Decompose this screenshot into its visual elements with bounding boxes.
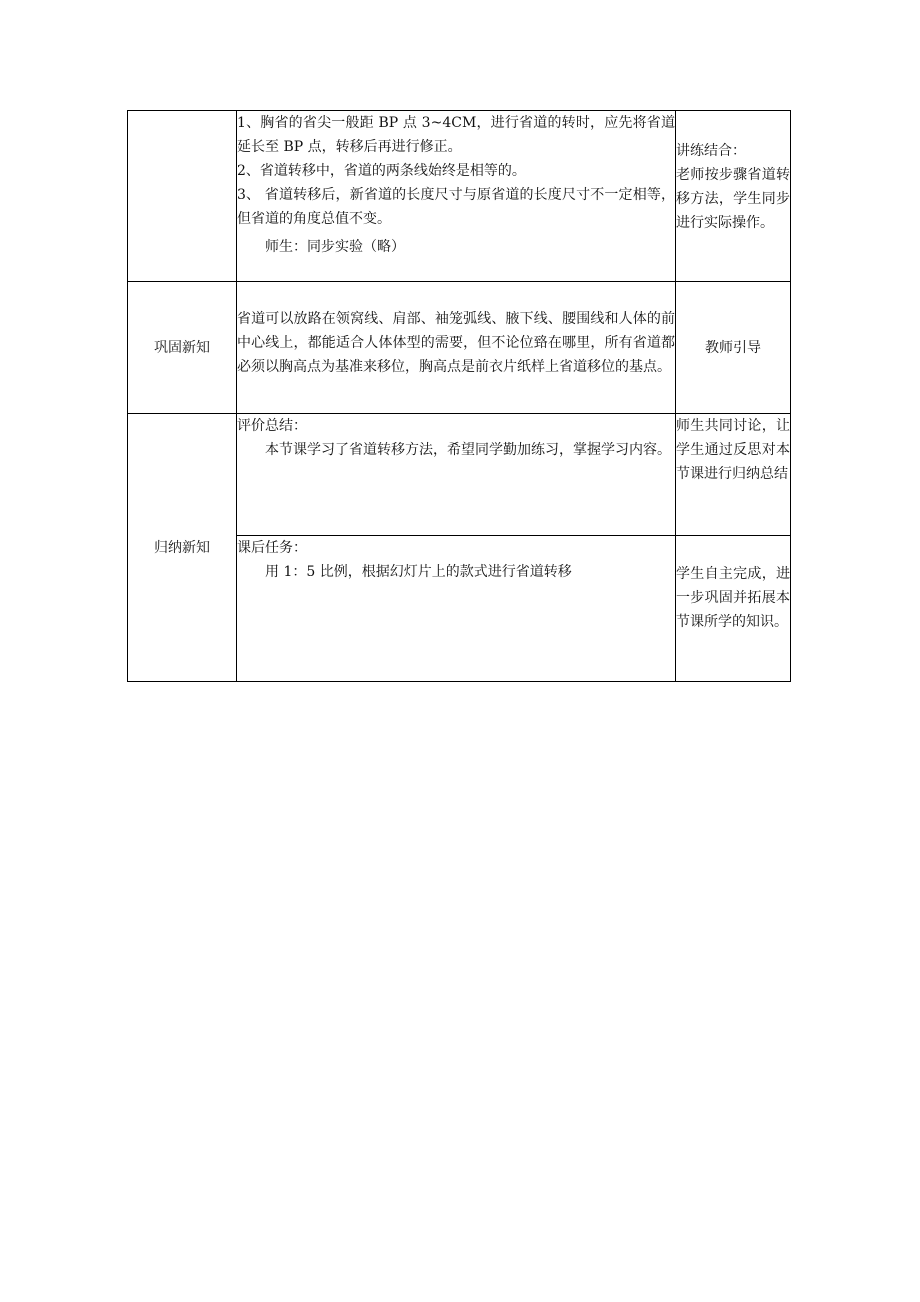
practice-line-1: 1、胸省的省尖一般距 BP 点 3~4CM，进行省道的转时，应先将省道延长至 BP 点，转移后再进行修正。 xyxy=(237,115,675,155)
lesson-plan-table xyxy=(127,110,791,682)
note-cell-practice xyxy=(676,111,791,282)
note-text: 师生共同讨论，让学生通过反思对本节课进行归纳总结 xyxy=(676,418,790,482)
table-row-consolidate xyxy=(128,282,791,414)
note-text: 学生自主完成，进一步巩固并拓展本节课所学的知识。 xyxy=(676,566,790,630)
evaluation-title: 评价总结： xyxy=(237,418,307,434)
note-title: 讲练结合： xyxy=(676,143,746,159)
section-label: 归纳新知 xyxy=(154,539,210,556)
practice-line-4: 师生：同步实验（略） xyxy=(265,239,405,255)
practice-line-3: 3、 省道转移后，新省道的长度尺寸与原省道的长度尺寸不一定相等，但省道的角度总值不变。 xyxy=(237,187,675,227)
practice-line-2: 2、省道转移中，省道的两条线始终是相等的。 xyxy=(237,163,526,179)
content-cell-evaluation xyxy=(237,414,676,536)
section-cell-consolidate xyxy=(128,282,237,414)
content-cell-consolidate xyxy=(237,282,676,414)
note-cell-evaluation xyxy=(676,414,791,536)
note-body: 老师按步骤省道转移方法，学生同步进行实际操作。 xyxy=(676,167,790,231)
table-row-evaluation xyxy=(128,414,791,536)
content-cell-practice xyxy=(237,111,676,282)
content-cell-homework xyxy=(237,536,676,682)
evaluation-body: 本节课学习了省道转移方法，希望同学勤加练习，掌握学习内容。 xyxy=(265,442,671,458)
table-row-practice xyxy=(128,111,791,282)
section-label: 巩固新知 xyxy=(154,339,210,356)
homework-body: 用 1：5 比例，根据幻灯片上的款式进行省道转移 xyxy=(265,564,572,580)
note-cell-homework xyxy=(676,536,791,682)
homework-title: 课后任务： xyxy=(237,540,307,556)
note-text: 教师引导 xyxy=(705,339,761,356)
section-cell-empty xyxy=(128,111,237,282)
note-cell-consolidate xyxy=(676,282,791,414)
consolidate-text: 省道可以放路在领窝线、肩部、袖笼弧线、腋下线、腰围线和人体的前中心线上，都能适合人体体型的需要，但不论位臵在哪里，所有省道都必须以胸高点为基准来移位，胸高点是前衣片纸样上省道移位的基点。 xyxy=(237,310,675,375)
section-cell-summary xyxy=(128,414,237,682)
